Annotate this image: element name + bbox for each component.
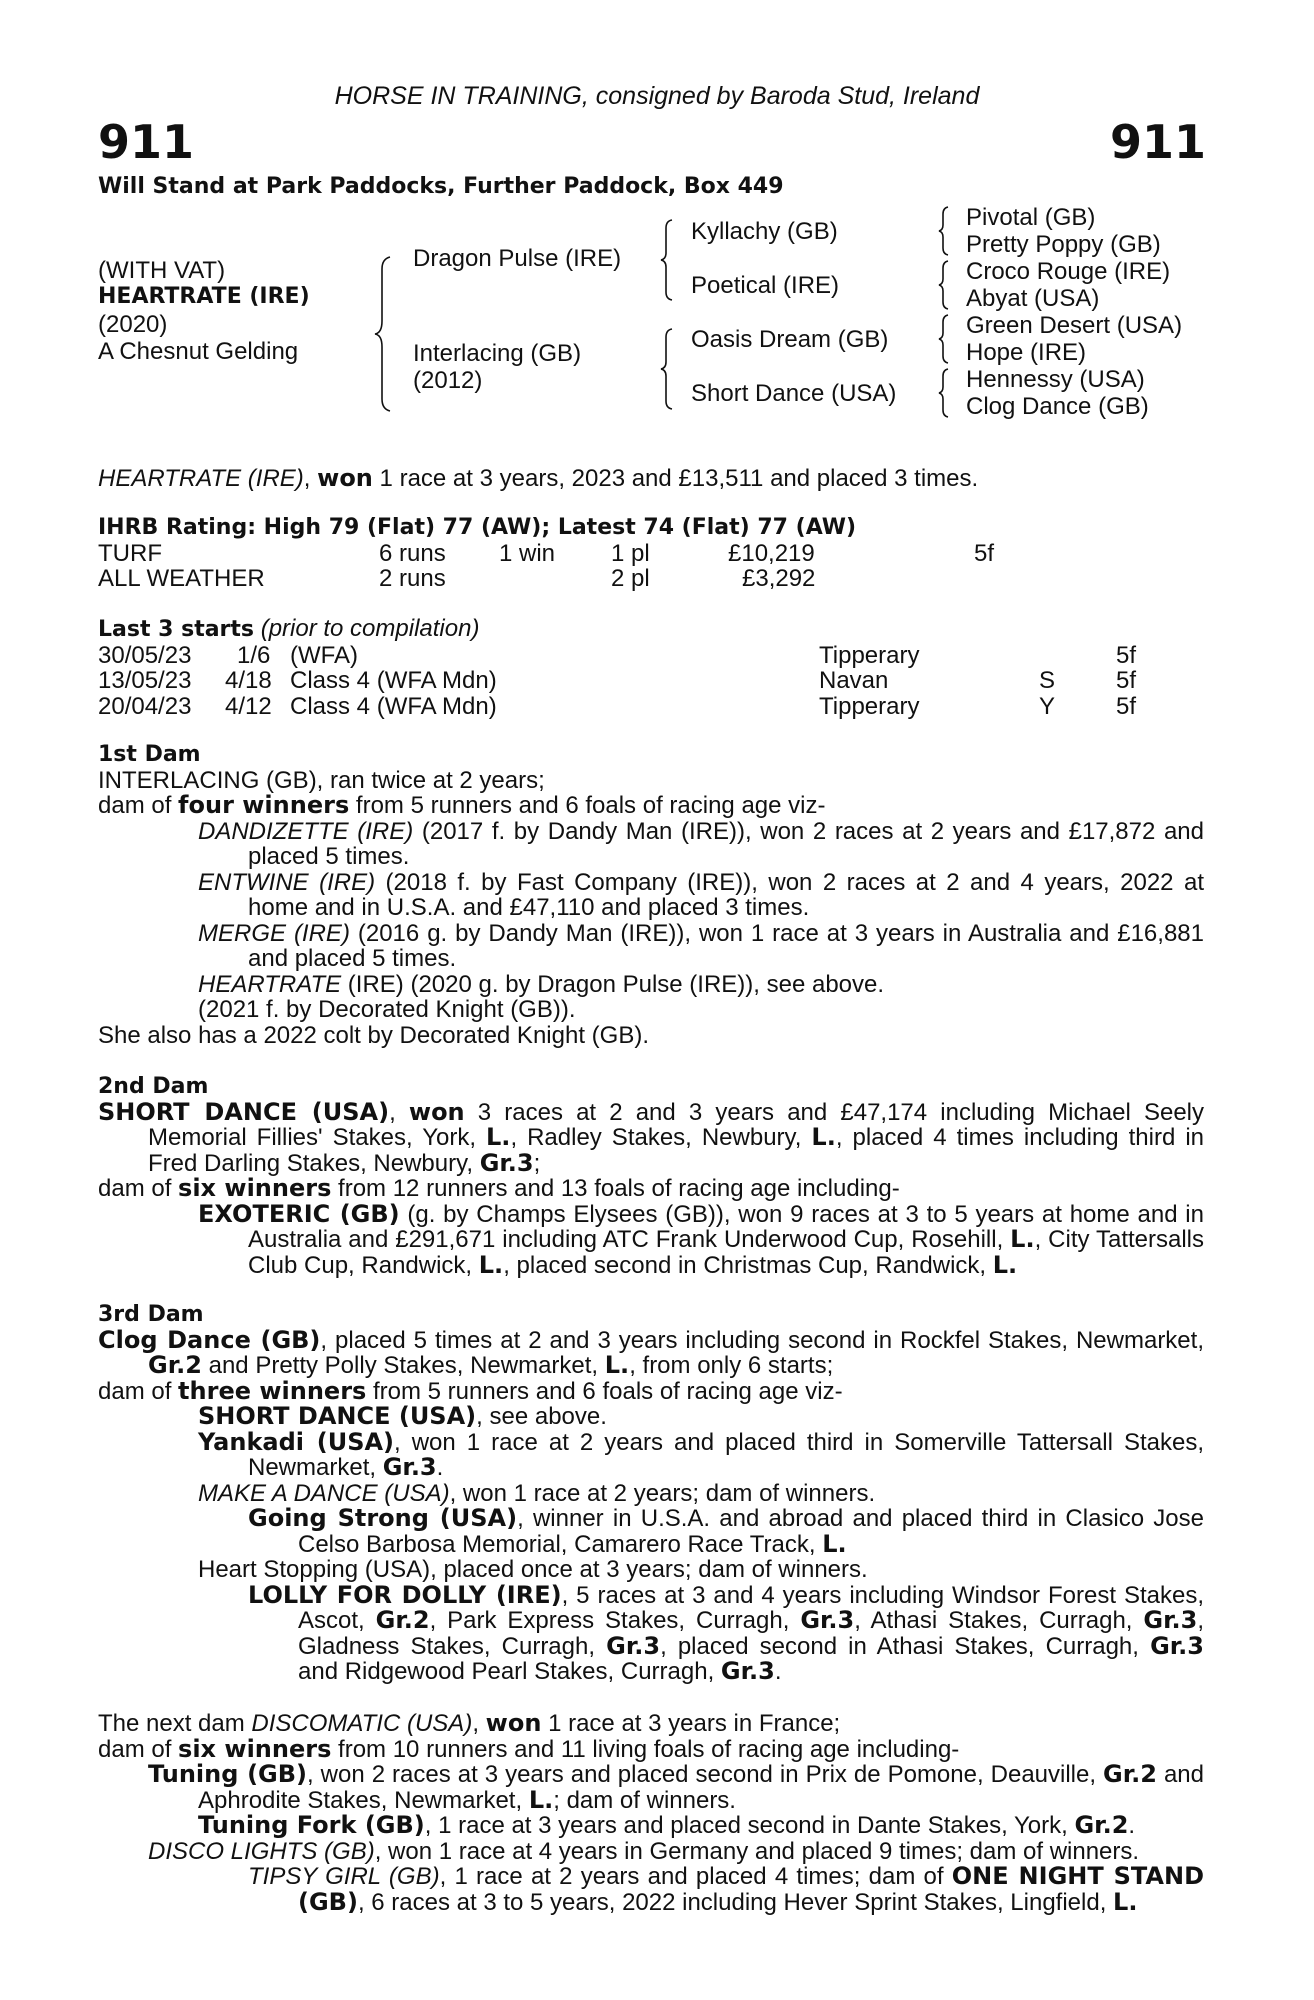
produce-entry: HEARTRATE (IRE) (2020 g. by Dragon Pulse (IRE)), see above. — [198, 970, 885, 998]
horse-name: HEARTRATE (IRE) — [98, 284, 310, 309]
rating-title: IHRB Rating: High 79 (Flat) 77 (AW); Latest 74 (Flat) 77 (AW) — [98, 515, 857, 540]
brace-icon — [936, 259, 952, 311]
rating-row-turf: TURF 6 runs 1 win 1 pl £10,219 5f — [98, 539, 995, 567]
second-dam-section: 2nd Dam SHORT DANCE (USA), won 3 races at 2 and 3 years and £47,174 including Michael Seely Memorial Fillies' Stakes, York, L., Radley Stakes, Newbury, L., placed 4 times including third in Fred Darling Stakes, Newbury, Gr.3; dam of six winners from 12 runners and 13 foals of racing age including- EXOTERIC (GB) (g. by Champs Elysees (GB)), won 9 races at 3 to 5 years at home and in Australia and £291,671 including ATC Frank Underwood Cup, Rosehill, L., City Tattersalls Club Cup, Randwick, L., placed second in Christmas Cup, Randwick, L. — [98, 1074, 1205, 1279]
brace-icon — [936, 367, 952, 419]
rating-row-all-weather: ALL WEATHER 2 runs 2 pl £3,292 — [98, 565, 816, 592]
pedigree-sdd: Abyat (USA) — [966, 285, 1100, 312]
produce-entry: (2021 f. by Decorated Knight (GB)). — [198, 996, 576, 1023]
second-dam-heading: 2nd Dam — [98, 1074, 209, 1099]
pedigree-dds: Hennessy (USA) — [966, 366, 1145, 393]
produce-entry: DANDIZETTE (IRE) (2017 f. by Dandy Man (IRE)), won 2 races at 2 years and £17,872 and placed 5 times. — [198, 817, 1204, 870]
produce-entry: Yankadi (USA), won 1 race at 2 years and placed third in Somerville Tattersall Stakes, Newmarket, Gr.3. — [198, 1427, 1204, 1481]
pedigree-sire: Dragon Pulse (IRE) — [413, 245, 622, 272]
stabling-location: Will Stand at Park Paddocks, Further Paddock, Box 449 — [98, 174, 784, 199]
produce-entry: LOLLY FOR DOLLY (IRE), 5 races at 3 and 4 years including Windsor Forest Stakes, Ascot, Gr.2, Park Express Stakes, Curragh, Gr.3, Athasi Stakes, Curragh, Gr.3, Gladness Stakes, Curragh, Gr.3, placed second in Athasi Stakes, Curragh, Gr.3 and Ridgewood Pearl Stakes, Curragh, Gr.3. — [248, 1580, 1205, 1685]
pedigree-dam-sire: Oasis Dream (GB) — [691, 326, 889, 353]
lot-number-right: 911 — [1110, 115, 1207, 169]
third-dam-section: 3rd Dam Clog Dance (GB), placed 5 times at 2 and 3 years including second in Rockfel Stakes, Newmarket, Gr.2 and Pretty Polly Stakes, Newmarket, L., from only 6 starts; dam of three winners from 5 runners and 6 foals of racing age viz- SHORT DANCE (USA), see above. Yankadi (USA), won 1 race at 2 years and placed third in Somerville Tattersall Stakes, Newmarket, Gr.3. MAKE A DANCE (USA), won 1 race at 2 years; dam of winners. Going Strong (USA), winner in U.S.A. and abroad and placed third in Clasico Jose Celso Barbosa Memorial, Camarero Race Track, L. Heart Stopping (USA), placed once at 3 years; dam of winners. LOLLY FOR DOLLY (IRE), 5 races at 3 and 4 years including Windsor Forest Stakes, Ascot, Gr.2, Park Express Stakes, Curragh, Gr.3, Athasi Stakes, Curragh, Gr.3, Gladness Stakes, Curragh, Gr.3, placed second in Athasi Stakes, Curragh, Gr.3 and Ridgewood Pearl Stakes, Curragh, Gr.3. — [98, 1302, 1205, 1685]
horse-year: (2020) — [98, 311, 168, 338]
produce-entry: Heart Stopping (USA), placed once at 3 years; dam of winners. — [198, 1556, 868, 1583]
pedigree-dam-year: (2012) — [413, 367, 483, 394]
start-row: 30/05/23 1/6 (WFA) Tipperary 5f — [98, 641, 1137, 669]
pedigree-ddd: Clog Dance (GB) — [966, 393, 1149, 420]
first-dam-heading: 1st Dam — [98, 742, 201, 767]
start-row: 13/05/23 4/18 Class 4 (WFA Mdn) Navan S 5f — [98, 667, 1137, 694]
pedigree-dss: Green Desert (USA) — [966, 312, 1183, 339]
brace-icon — [372, 255, 394, 413]
produce-entry: DISCO LIGHTS (GB), won 1 race at 4 years in Germany and placed 9 times; dam of winners. — [148, 1837, 1140, 1865]
produce-entry: EXOTERIC (GB) (g. by Champs Elysees (GB)), won 9 races at 3 to 5 years at home and in Australia and £291,671 including ATC Frank Underwood Cup, Rosehill, L., City Tattersalls Club Cup, Randwick, L., placed second in Christmas Cup, Randwick, L. — [198, 1199, 1205, 1279]
produce-entry: Tuning (GB), won 2 races at 3 years and placed second in Prix de Pomone, Deauville, Gr.2 and Aphrodite Stakes, Newmarket, L.; dam of winners. — [148, 1760, 1205, 1814]
first-dam-section: 1st Dam INTERLACING (GB), ran twice at 2 years; dam of four winners from 5 runners and 6 foals of racing age viz- DANDIZETTE (IRE) (2017 f. by Dandy Man (IRE)), won 2 races at 2 years and £17,872 and placed 5 times. ENTWINE (IRE) (2018 f. by Fast Company (IRE)), won 2 races at 2 and 4 years, 2022 at home and in U.S.A. and £47,110 and placed 3 times. MERGE (IRE) (2016 g. by Dandy Man (IRE)), won 1 race at 3 years in Australia and £16,881 and placed 5 times. HEARTRATE (IRE) (2020 g. by Dragon Pulse (IRE)), see above. (2021 f. by Decorated Knight (GB)). She also has a 2022 colt by Decorated Knight (GB). — [98, 742, 1204, 1049]
pedigree-ssd: Pretty Poppy (GB) — [966, 231, 1161, 258]
pedigree-dsd: Hope (IRE) — [966, 339, 1087, 366]
start-row: 20/04/23 4/12 Class 4 (WFA Mdn) Tipperary Y 5f — [98, 692, 1137, 720]
rating-section — [98, 515, 1204, 592]
pedigree-sire-sire: Kyllachy (GB) — [691, 218, 838, 245]
brace-icon — [658, 218, 676, 302]
pedigree-sire-dam: Poetical (IRE) — [691, 272, 840, 299]
next-dam-section: The next dam DISCOMATIC (USA), won 1 race at 3 years in France; dam of six winners from 10 runners and 11 living foals of racing age including- Tuning (GB), won 2 races at 3 years and placed second in Prix de Pomone, Deauville, Gr.2 and Aphrodite Stakes, Newmarket, L.; dam of winners. Tuning Fork (GB), 1 race at 3 years and placed second in Dante Stakes, York, Gr.2. DISCO LIGHTS (GB), won 1 race at 4 years in Germany and placed 9 times; dam of winners. TIPSY GIRL (GB), 1 race at 2 years and placed 4 times; dam of ONE NIGHT STAND (GB), 6 races at 3 to 5 years, 2022 including Hever Sprint Stakes, Lingfield, L. — [98, 1709, 1205, 1916]
last-starts-section: Last 3 starts (prior to compilation) 30/05/23 1/6 (WFA) Tipperary 5f 13/05/23 4/18 Class 4 (WFA Mdn) Navan S 5f 20/04/23 4/12 Class 4 (WFA Mdn) Tipperary Y 5f — [98, 616, 1204, 719]
race-summary: HEARTRATE (IRE), won 1 race at 3 years, 2023 and £13,511 and placed 3 times. — [98, 464, 979, 492]
produce-entry: TIPSY GIRL (GB), 1 race at 2 years and placed 4 times; dam of ONE NIGHT STAND (GB), 6 races at 3 to 5 years, 2022 including Hever Sprint Stakes, Lingfield, L. — [248, 1862, 1205, 1916]
produce-entry: MAKE A DANCE (USA), won 1 race at 2 years; dam of winners. — [198, 1479, 876, 1507]
horse-description: A Chesnut Gelding — [98, 338, 299, 365]
brace-icon — [658, 327, 676, 411]
lot-number-left: 911 — [98, 115, 195, 169]
produce-entry: MERGE (IRE) (2016 g. by Dandy Man (IRE)), won 1 race at 3 years in Australia and £16,881 and placed 5 times. — [198, 919, 1204, 972]
pedigree-sds: Croco Rouge (IRE) — [966, 258, 1171, 285]
vat-note: (WITH VAT) — [98, 257, 226, 284]
pedigree-dam-dam: Short Dance (USA) — [691, 380, 897, 407]
brace-icon — [936, 205, 952, 257]
produce-entry: SHORT DANCE (USA), see above. — [198, 1402, 607, 1430]
consignment-heading: HORSE IN TRAINING, consigned by Baroda Stud, Ireland — [334, 82, 980, 110]
produce-entry: Going Strong (USA), winner in U.S.A. and abroad and placed third in Clasico Jose Celso Barbosa Memorial, Camarero Race Track, L. — [248, 1504, 1204, 1558]
produce-entry: ENTWINE (IRE) (2018 f. by Fast Company (IRE)), won 2 races at 2 and 4 years, 2022 at home and in U.S.A. and £47,110 and placed 3 times. — [198, 868, 1204, 921]
brace-icon — [936, 313, 952, 365]
pedigree-sss: Pivotal (GB) — [966, 204, 1096, 231]
third-dam-heading: 3rd Dam — [98, 1302, 204, 1327]
pedigree-dam: Interlacing (GB) — [413, 340, 582, 367]
produce-entry: Tuning Fork (GB), 1 race at 3 years and placed second in Dante Stakes, York, Gr.2. — [198, 1811, 1136, 1839]
